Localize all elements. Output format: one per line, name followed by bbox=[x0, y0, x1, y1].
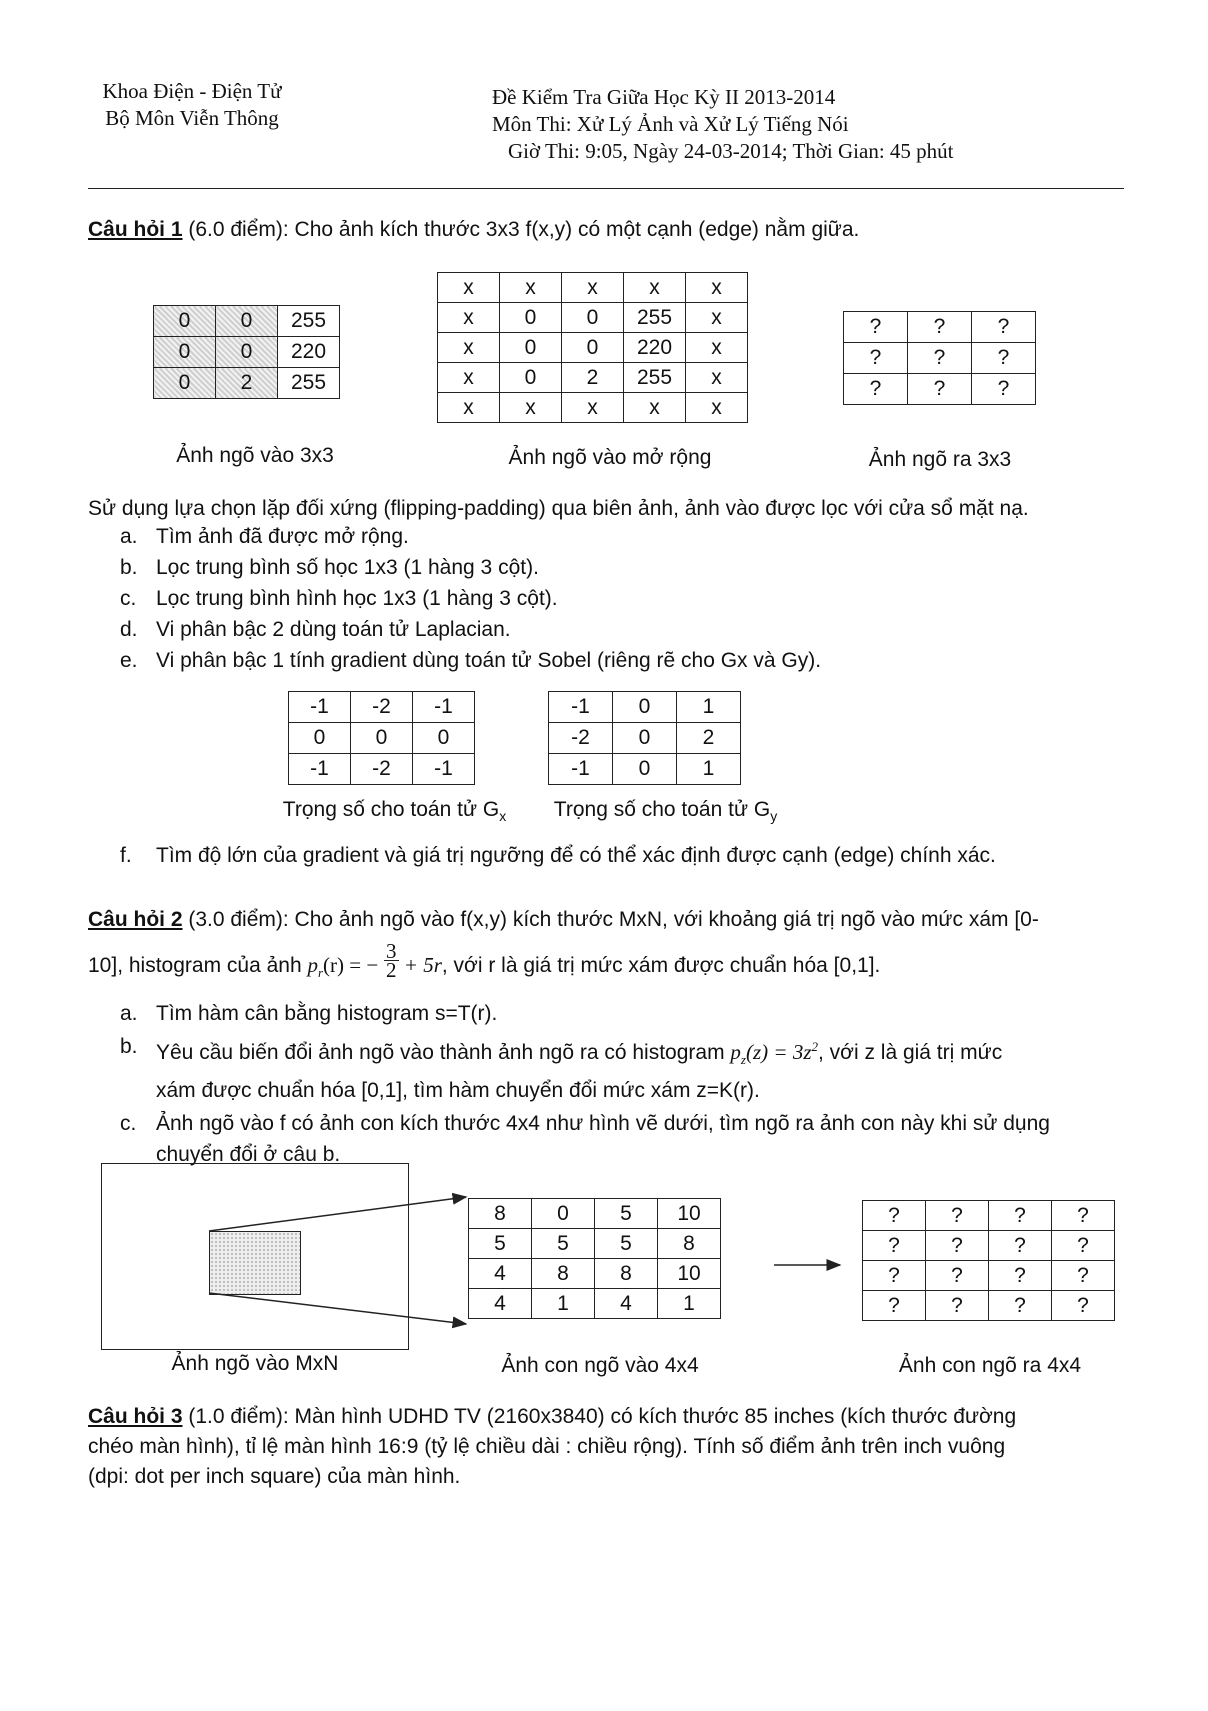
q2-subimage-output bbox=[862, 1200, 1115, 1321]
list-item bbox=[120, 521, 1120, 552]
matrix-cell: 0 bbox=[216, 306, 278, 337]
matrix-cell: 220 bbox=[278, 337, 340, 368]
matrix-cell: ? bbox=[989, 1231, 1052, 1261]
matrix-cell: 0 bbox=[289, 723, 351, 754]
q1-caption-extended: Ảnh ngõ vào mở rộng bbox=[508, 446, 712, 469]
q1-intro bbox=[88, 215, 1124, 245]
matrix-cell: 0 bbox=[154, 337, 216, 368]
q2-intro-text: (3.0 điểm): Cho ảnh ngõ vào f(x,y) kích thước MxN, với khoảng giá trị ngõ vào mức xám [0- bbox=[182, 908, 1039, 931]
list-item bbox=[120, 583, 1120, 614]
q1-input-matrix bbox=[153, 305, 340, 399]
matrix-cell: x bbox=[438, 393, 500, 423]
list-item bbox=[120, 552, 1120, 583]
matrix-cell: x bbox=[438, 303, 500, 333]
matrix-cell: ? bbox=[844, 374, 908, 405]
matrix-row bbox=[469, 1259, 721, 1289]
list-marker: b. bbox=[120, 1035, 138, 1058]
matrix-cell: 2 bbox=[216, 368, 278, 399]
matrix-cell: x bbox=[624, 393, 686, 423]
q3-body: Câu hỏi 3 (1.0 điểm): Màn hình UDHD TV (2160x3840) có kích thước 85 inches (kích thước đường chéo màn hình), tỉ lệ màn hình 16:9 (tỷ lệ chiều dài : chiều rộng). Tính số điểm ảnh trên inch vuông (dpi: dot per inch square) của màn hình. bbox=[88, 1405, 1017, 1488]
matrix-cell: -2 bbox=[351, 692, 413, 723]
exam-time: Giờ Thi: 9:05, Ngày 24-03-2014; Thời Gian: 45 phút bbox=[508, 139, 954, 163]
list-marker: d. bbox=[120, 618, 138, 641]
matrix-cell: 2 bbox=[677, 723, 741, 754]
q2-subimage-input bbox=[468, 1198, 721, 1319]
matrix-cell: 0 bbox=[613, 754, 677, 785]
matrix-cell: 0 bbox=[413, 723, 475, 754]
matrix-cell: 4 bbox=[469, 1289, 532, 1319]
matrix-cell: 0 bbox=[613, 723, 677, 754]
list-marker: c. bbox=[120, 1112, 137, 1136]
matrix-cell: 8 bbox=[532, 1259, 595, 1289]
matrix-row bbox=[863, 1231, 1115, 1261]
matrix-cell: ? bbox=[844, 312, 908, 343]
matrix-cell: 10 bbox=[658, 1199, 721, 1229]
list-item bbox=[120, 645, 1120, 676]
matrix-row bbox=[438, 333, 748, 363]
fraction: $\frac{3}{2}$ bbox=[386, 939, 397, 982]
matrix-cell: ? bbox=[1052, 1291, 1115, 1321]
matrix-cell: ? bbox=[989, 1201, 1052, 1231]
sobel-gx-matrix bbox=[288, 691, 475, 785]
matrix-cell: ? bbox=[863, 1261, 926, 1291]
matrix-cell: -1 bbox=[549, 692, 613, 723]
matrix-row bbox=[469, 1199, 721, 1229]
matrix-cell: 1 bbox=[532, 1289, 595, 1319]
matrix-cell: 10 bbox=[658, 1259, 721, 1289]
matrix-cell: -2 bbox=[351, 754, 413, 785]
q1-subquestion-f bbox=[120, 840, 1120, 871]
matrix-cell: ? bbox=[926, 1291, 989, 1321]
matrix-cell: ? bbox=[1052, 1231, 1115, 1261]
pz-formula: $p_z(z) = 3z^2$ bbox=[730, 1039, 818, 1068]
q1-intro-text: (6.0 điểm): Cho ảnh kích thước 3x3 f(x,y) có một cạnh (edge) nằm giữa. bbox=[182, 218, 860, 241]
matrix-cell: x bbox=[500, 393, 562, 423]
matrix-cell: ? bbox=[989, 1291, 1052, 1321]
list-item bbox=[120, 614, 1120, 645]
caption-sub-output: Ảnh con ngõ ra 4x4 bbox=[898, 1354, 1082, 1377]
matrix-cell: -2 bbox=[549, 723, 613, 754]
matrix-row bbox=[844, 374, 1036, 405]
matrix-cell: ? bbox=[926, 1261, 989, 1291]
matrix-cell: 2 bbox=[562, 363, 624, 393]
exam-title: Đề Kiểm Tra Giữa Học Kỳ II 2013-2014 bbox=[492, 85, 836, 109]
matrix-cell: ? bbox=[972, 312, 1036, 343]
matrix-cell: ? bbox=[908, 312, 972, 343]
matrix-cell: x bbox=[686, 363, 748, 393]
matrix-row bbox=[154, 337, 340, 368]
matrix-cell: x bbox=[686, 273, 748, 303]
matrix-cell: 0 bbox=[216, 337, 278, 368]
matrix-cell: -1 bbox=[413, 692, 475, 723]
q2-subquestions: a. Tìm hàm cân bằng histogram s=T(r). b. Yêu cầu biến đổi ảnh ngõ vào thành ảnh ngõ ra có histogram $p_z(z) = 3z^2$, với z là giá trị mức xám được chuẩn hóa [0,1], tìm hàm chuyển đổi mức xám z=K(r). c. Ảnh ngõ vào f có ảnh con kích thước 4x4 như hình vẽ dưới, tìm ngõ ra ảnh con này khi sử dụng chuyển đổi ở câu b. bbox=[120, 998, 1120, 1170]
matrix-cell: 5 bbox=[595, 1199, 658, 1229]
matrix-row bbox=[863, 1261, 1115, 1291]
matrix-cell: -1 bbox=[289, 754, 351, 785]
matrix-row bbox=[438, 273, 748, 303]
matrix-cell: 255 bbox=[278, 306, 340, 337]
matrix-cell: ? bbox=[926, 1201, 989, 1231]
matrix-cell: 0 bbox=[500, 363, 562, 393]
matrix-cell: x bbox=[686, 303, 748, 333]
matrix-row bbox=[438, 363, 748, 393]
matrix-cell: ? bbox=[1052, 1201, 1115, 1231]
list-text: Vi phân bậc 2 dùng toán tử Laplacian. bbox=[156, 618, 511, 641]
matrix-cell: 4 bbox=[469, 1259, 532, 1289]
matrix-cell: ? bbox=[908, 343, 972, 374]
matrix-cell: ? bbox=[844, 343, 908, 374]
list-text: Vi phân bậc 1 tính gradient dùng toán tử Sobel (riêng rẽ cho Gx và Gy). bbox=[156, 649, 822, 672]
q2-label: Câu hỏi 2 bbox=[88, 908, 183, 931]
matrix-cell: ? bbox=[863, 1231, 926, 1261]
matrix-cell: x bbox=[500, 273, 562, 303]
matrix-cell: 0 bbox=[613, 692, 677, 723]
matrix-row bbox=[154, 306, 340, 337]
q1-caption-output: Ảnh ngõ ra 3x3 bbox=[868, 448, 1012, 471]
q1-instruction: Sử dụng lựa chọn lặp đối xứng (flipping-padding) qua biên ảnh, ảnh vào được lọc với cửa sổ mặt nạ. bbox=[88, 497, 1029, 520]
list-text: Lọc trung bình hình học 1x3 (1 hàng 3 cột). bbox=[156, 587, 558, 610]
gy-caption: Trọng số cho toán tử $G_y$ bbox=[553, 798, 778, 825]
matrix-row bbox=[289, 692, 475, 723]
list-marker: e. bbox=[120, 649, 138, 672]
matrix-cell: 1 bbox=[658, 1289, 721, 1319]
matrix-cell: 4 bbox=[595, 1289, 658, 1319]
matrix-cell: 8 bbox=[469, 1199, 532, 1229]
matrix-row bbox=[863, 1291, 1115, 1321]
matrix-row bbox=[549, 723, 741, 754]
division-name: Bộ Môn Viễn Thông bbox=[105, 106, 279, 130]
matrix-row bbox=[438, 393, 748, 423]
matrix-cell: 255 bbox=[624, 303, 686, 333]
matrix-cell: x bbox=[686, 333, 748, 363]
q1-subquestions bbox=[120, 521, 1120, 676]
matrix-row bbox=[549, 692, 741, 723]
matrix-cell: 1 bbox=[677, 692, 741, 723]
q2-intro-line2: 10], histogram của ảnh $p_r(r)$ = − $\frac{3}{2}$ + 5r, với r là giá trị mức xám được chuẩn hóa [0,1]. bbox=[88, 939, 881, 982]
sobel-gy-matrix bbox=[548, 691, 741, 785]
matrix-row bbox=[863, 1201, 1115, 1231]
matrix-row bbox=[549, 754, 741, 785]
matrix-row bbox=[154, 368, 340, 399]
pr-formula: $p_r(r)$ = − bbox=[307, 953, 379, 981]
matrix-cell: ? bbox=[863, 1201, 926, 1231]
department-block bbox=[92, 78, 292, 132]
list-text: Tìm hàm cân bằng histogram s=T(r). bbox=[156, 1002, 498, 1025]
matrix-row bbox=[469, 1229, 721, 1259]
matrix-cell: x bbox=[686, 393, 748, 423]
matrix-cell: x bbox=[438, 273, 500, 303]
list-text: Lọc trung bình số học 1x3 (1 hàng 3 cột). bbox=[156, 556, 539, 579]
matrix-row bbox=[289, 754, 475, 785]
matrix-cell: -1 bbox=[289, 692, 351, 723]
matrix-cell: x bbox=[438, 333, 500, 363]
matrix-cell: 0 bbox=[154, 368, 216, 399]
q2-intro bbox=[88, 905, 1124, 935]
list-marker: a. bbox=[120, 525, 138, 548]
matrix-cell: ? bbox=[989, 1261, 1052, 1291]
list-marker: c. bbox=[120, 587, 137, 610]
matrix-cell: ? bbox=[972, 343, 1036, 374]
matrix-cell: 255 bbox=[278, 368, 340, 399]
exam-subject: Môn Thi: Xử Lý Ảnh và Xử Lý Tiếng Nói bbox=[492, 112, 849, 136]
list-marker: b. bbox=[120, 556, 138, 579]
matrix-cell: 0 bbox=[562, 303, 624, 333]
gx-caption: Trọng số cho toán tử $G_x$ bbox=[282, 798, 507, 825]
matrix-row bbox=[844, 312, 1036, 343]
caption-mxn: Ảnh ngõ vào MxN bbox=[171, 1352, 339, 1375]
matrix-row bbox=[438, 303, 748, 333]
matrix-cell: ? bbox=[863, 1291, 926, 1321]
q1-extended-matrix bbox=[437, 272, 748, 423]
matrix-cell: x bbox=[562, 393, 624, 423]
matrix-cell: 0 bbox=[500, 333, 562, 363]
q1-caption-input: Ảnh ngõ vào 3x3 bbox=[176, 444, 334, 467]
matrix-cell: 0 bbox=[154, 306, 216, 337]
matrix-cell: ? bbox=[972, 374, 1036, 405]
matrix-cell: 0 bbox=[532, 1199, 595, 1229]
matrix-row bbox=[469, 1289, 721, 1319]
q1-output-matrix bbox=[843, 311, 1036, 405]
subimage-region bbox=[209, 1231, 301, 1295]
matrix-cell: 255 bbox=[624, 363, 686, 393]
list-marker: a. bbox=[120, 1002, 138, 1025]
matrix-cell: -1 bbox=[413, 754, 475, 785]
matrix-cell: 5 bbox=[532, 1229, 595, 1259]
list-marker: f. bbox=[120, 844, 132, 867]
matrix-cell: 0 bbox=[500, 303, 562, 333]
matrix-row bbox=[289, 723, 475, 754]
matrix-cell: ? bbox=[1052, 1261, 1115, 1291]
matrix-cell: 5 bbox=[469, 1229, 532, 1259]
matrix-cell: 220 bbox=[624, 333, 686, 363]
list-text: Tìm ảnh đã được mở rộng. bbox=[156, 525, 409, 548]
q1-label: Câu hỏi 1 bbox=[88, 218, 183, 241]
matrix-cell: 1 bbox=[677, 754, 741, 785]
matrix-cell: 0 bbox=[562, 333, 624, 363]
caption-sub-input: Ảnh con ngõ vào 4x4 bbox=[501, 1354, 699, 1377]
header-divider bbox=[88, 188, 1124, 189]
matrix-cell: x bbox=[438, 363, 500, 393]
matrix-cell: x bbox=[562, 273, 624, 303]
q3-label: Câu hỏi 3 bbox=[88, 1405, 183, 1428]
matrix-cell: 5 bbox=[595, 1229, 658, 1259]
matrix-cell: 8 bbox=[658, 1229, 721, 1259]
matrix-cell: 8 bbox=[595, 1259, 658, 1289]
matrix-cell: x bbox=[624, 273, 686, 303]
matrix-cell: ? bbox=[926, 1231, 989, 1261]
faculty-name: Khoa Điện - Điện Tử bbox=[102, 79, 282, 103]
list-text: Tìm độ lớn của gradient và giá trị ngưỡng để có thể xác định được cạnh (edge) chính xác. bbox=[156, 844, 996, 867]
matrix-cell: -1 bbox=[549, 754, 613, 785]
matrix-cell: ? bbox=[908, 374, 972, 405]
exam-info-block bbox=[492, 84, 954, 165]
matrix-row bbox=[844, 343, 1036, 374]
matrix-cell: 0 bbox=[351, 723, 413, 754]
